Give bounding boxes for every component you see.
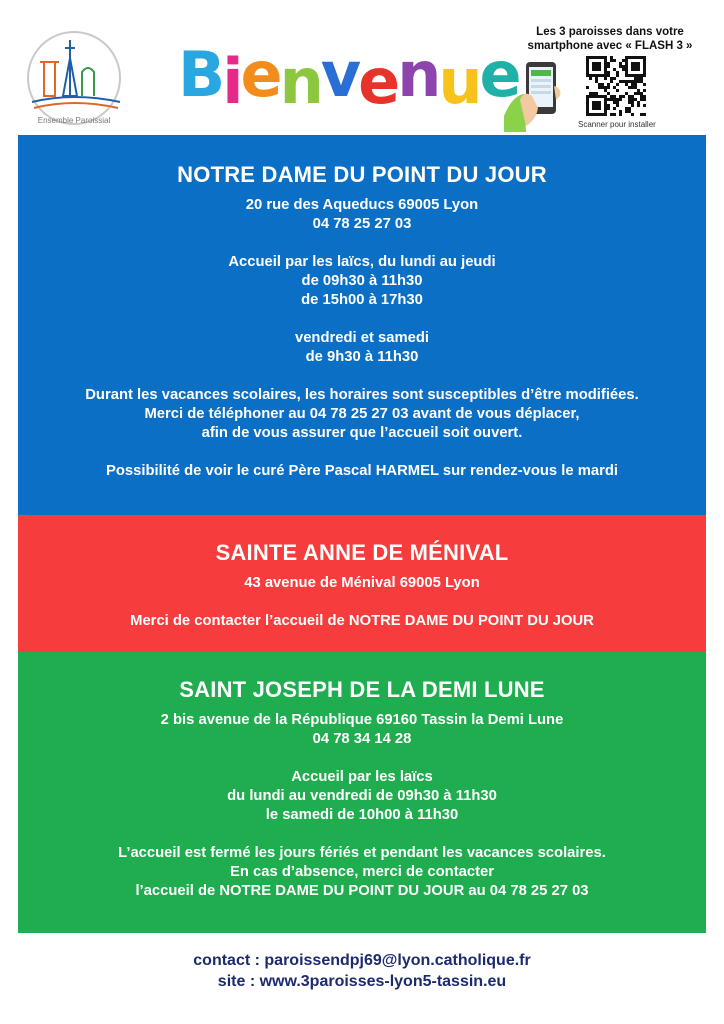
holiday-notice-2: Merci de téléphoner au 04 78 25 27 03 avant de vous déplacer, bbox=[144, 406, 580, 422]
holiday-notice-3: afin de vous assurer que l’accueil soit ouvert. bbox=[201, 425, 523, 441]
section-notre-dame bbox=[18, 135, 706, 515]
scan-label: Scanner pour installer bbox=[578, 120, 656, 129]
section-sainte-anne bbox=[18, 515, 706, 652]
priest-appointment: Possibilité de voir le curé Père Pascal HARMEL sur rendez-vous le mardi bbox=[105, 463, 619, 479]
address: 43 avenue de Ménival 69005 Lyon bbox=[244, 575, 480, 591]
holiday-notice-1: Durant les vacances scolaires, les horaires sont susceptibles d’être modifiées. bbox=[85, 387, 639, 403]
contact-note: Merci de contacter l’accueil de NOTRE DAME DU POINT DU JOUR bbox=[130, 613, 594, 629]
welcome-letter: n bbox=[397, 38, 439, 111]
website-link[interactable]: site : www.3paroisses-lyon5-tassin.eu bbox=[217, 973, 507, 990]
hours-saturday: le samedi de 10h00 à 11h30 bbox=[265, 807, 459, 823]
welcome-letter: e bbox=[358, 45, 398, 118]
welcome-letter: B bbox=[178, 38, 223, 111]
flash-app-caption bbox=[500, 25, 720, 53]
weekend-hours: de 9h30 à 11h30 bbox=[305, 349, 419, 365]
welcome-letter: v bbox=[320, 38, 359, 111]
section-title: NOTRE DAME DU POINT DU JOUR bbox=[177, 162, 547, 187]
closed-notice-3: l’accueil de NOTRE DAME DU POINT DU JOUR au 04 78 25 27 03 bbox=[135, 883, 589, 899]
welcome-letter: n bbox=[279, 45, 321, 118]
logo-caption: Ensemble Paroissial bbox=[37, 116, 111, 125]
welcome-title bbox=[178, 38, 519, 118]
section-saint-joseph bbox=[18, 652, 706, 933]
hours-afternoon: de 15h00 à 17h30 bbox=[301, 292, 423, 308]
hand-smartphone-icon bbox=[502, 56, 582, 132]
address: 20 rue des Aqueducs 69005 Lyon bbox=[245, 197, 479, 213]
address: 2 bis avenue de la République 69160 Tassin la Demi Lune bbox=[160, 712, 564, 728]
contact-email[interactable]: contact : paroissendpj69@lyon.catholique.fr bbox=[193, 952, 531, 969]
footer bbox=[0, 950, 724, 992]
qr-code bbox=[586, 56, 646, 116]
phone: 04 78 25 27 03 bbox=[312, 216, 412, 232]
parish-logo bbox=[22, 26, 132, 136]
hours-intro: Accueil par les laïcs bbox=[291, 769, 433, 785]
hours-intro: Accueil par les laïcs, du lundi au jeudi bbox=[228, 254, 496, 270]
closed-notice-1: L’accueil est fermé les jours fériés et pendant les vacances scolaires. bbox=[118, 845, 606, 861]
weekend-intro: vendredi et samedi bbox=[294, 330, 430, 346]
flash-caption-line-2: smartphone avec « FLASH 3 » bbox=[527, 40, 693, 52]
hours-weekdays: du lundi au vendredi de 09h30 à 11h30 bbox=[227, 788, 497, 804]
header bbox=[0, 0, 724, 135]
welcome-letter: u bbox=[438, 45, 480, 118]
section-title: SAINTE ANNE DE MÉNIVAL bbox=[215, 540, 509, 565]
phone: 04 78 34 14 28 bbox=[312, 731, 412, 747]
welcome-letter: e bbox=[240, 38, 280, 111]
closed-notice-2: En cas d’absence, merci de contacter bbox=[230, 864, 494, 880]
section-title: SAINT JOSEPH DE LA DEMI LUNE bbox=[179, 677, 545, 702]
welcome-letter: i bbox=[222, 45, 241, 118]
flash-caption-line-1: Les 3 paroisses dans votre bbox=[536, 26, 684, 38]
welcome-letter: e bbox=[479, 38, 519, 111]
hours-morning: de 09h30 à 11h30 bbox=[301, 273, 423, 289]
